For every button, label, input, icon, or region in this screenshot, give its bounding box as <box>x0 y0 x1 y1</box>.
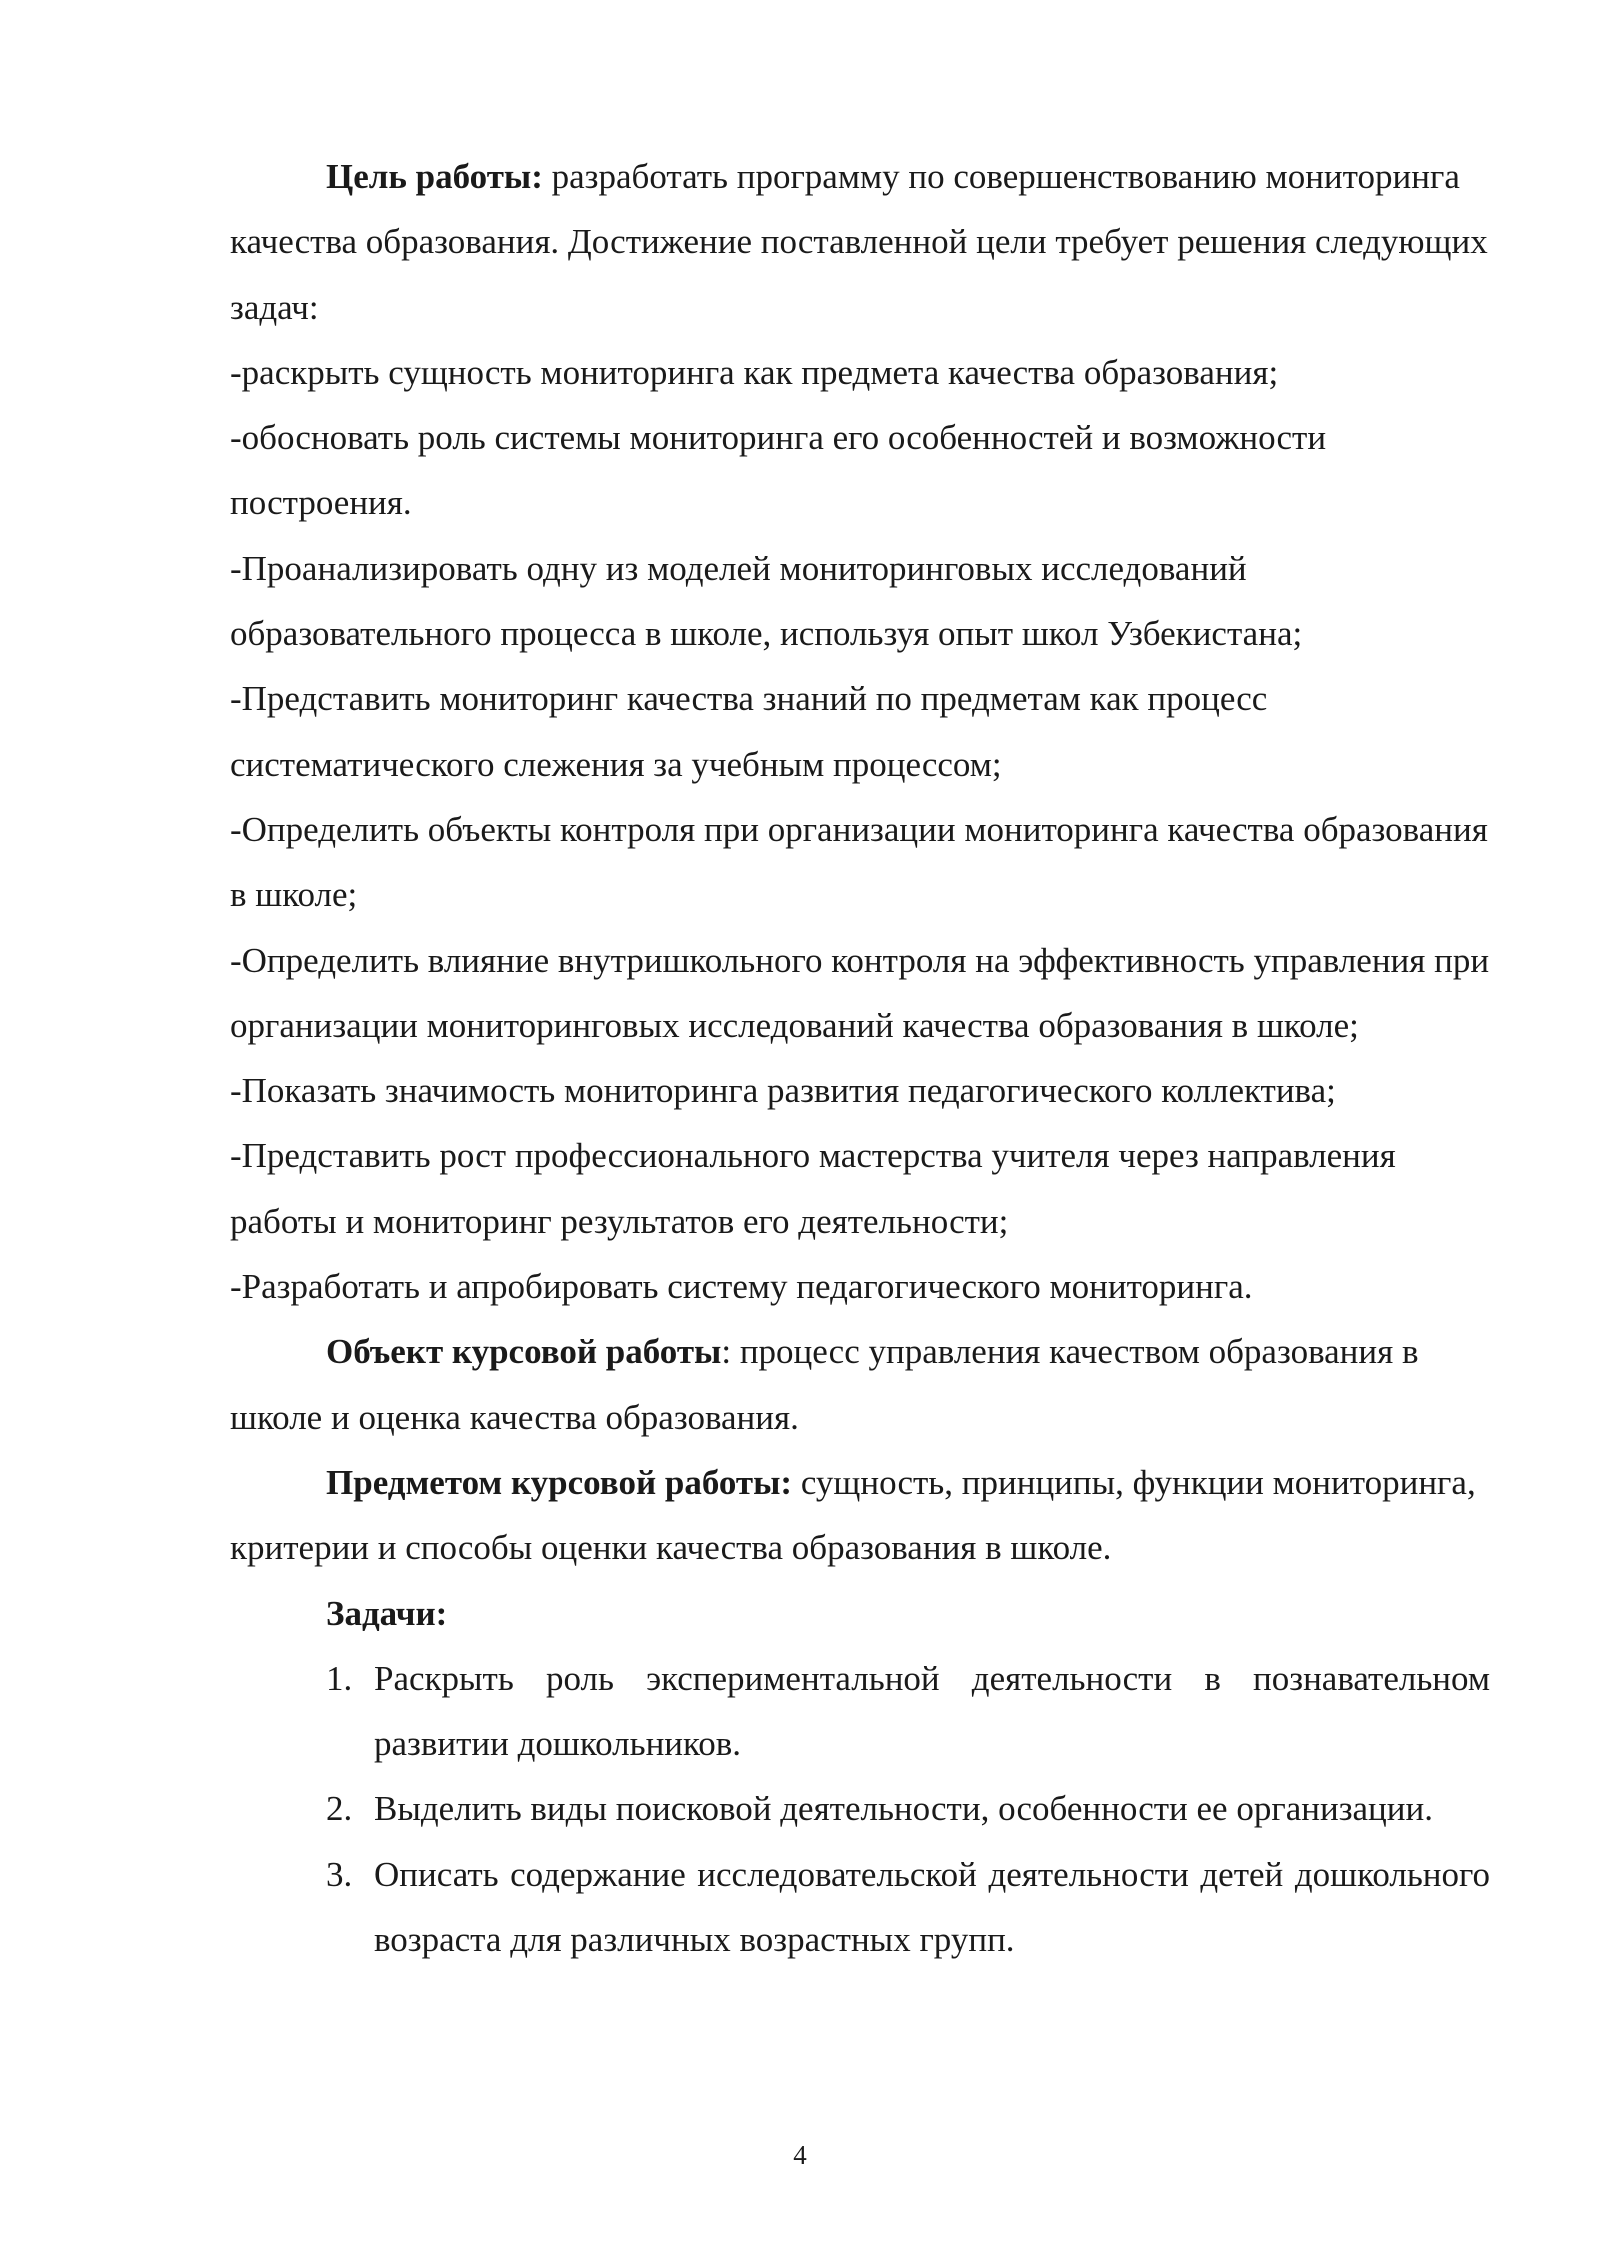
list-item <box>230 1776 1490 1841</box>
subject-label: Предметом курсовой работы: <box>326 1462 793 1502</box>
object-text: : процесс управления качеством образования в школе и оценка качества образования. <box>230 1332 1419 1437</box>
list-item-text: Описать содержание исследовательской деятельности детей дошкольного возраста для различных возрастных групп. <box>374 1854 1490 1960</box>
object-label: Объект курсовой работы <box>326 1332 722 1372</box>
object-paragraph <box>230 1319 1490 1450</box>
task-line: -обосновать роль системы мониторинга его особенностей и возможности построения. <box>230 418 1327 523</box>
task-line: -Проанализировать одну из моделей мониторинговых исследований образовательного процесса в школе, используя опыт школ Узбекистана; <box>230 548 1303 654</box>
page-number: 4 <box>793 2140 807 2170</box>
list-item-number: 3. <box>326 1854 353 1894</box>
subject-paragraph <box>230 1450 1490 1581</box>
goal-text: разработать программу по совершенствованию мониторинга качества образования. Достижение поставленной цели требует решения следующих задач: <box>230 157 1488 327</box>
task-line: -раскрыть сущность мониторинга как предмета качества образования; <box>230 352 1279 392</box>
task-line: -Показать значимость мониторинга развития педагогического коллектива; <box>230 1071 1336 1111</box>
tasks-heading: Задачи: <box>326 1593 448 1633</box>
task-line: -Определить объекты контроля при организации мониторинга качества образования в школе; <box>230 809 1488 915</box>
task-line: -Разработать и апробировать систему педагогического мониторинга. <box>230 1267 1253 1307</box>
goal-paragraph <box>230 144 1490 340</box>
goal-label: Цель работы: <box>326 157 543 196</box>
list-item-number: 2. <box>326 1789 353 1829</box>
list-item <box>230 1842 1490 1973</box>
list-item-text: Раскрыть роль экспериментальной деятельности в познавательном развитии дошкольников. <box>374 1658 1490 1764</box>
task-line: -Определить влияние внутришкольного контроля на эффективность управления при организации мониторинговых исследований качества образования в школе; <box>230 940 1490 1045</box>
subject-text: сущность, принципы, функции мониторинга, критерии и способы оценки качества образования в школе. <box>230 1462 1476 1568</box>
numbered-task-list <box>230 1646 1490 1972</box>
document-body <box>230 144 1490 1972</box>
task-line: -Представить мониторинг качества знаний по предметам как процесс систематического слежения за учебным процессом; <box>230 679 1268 784</box>
list-item-text: Выделить виды поисковой деятельности, особенности ее организации. <box>374 1789 1433 1829</box>
list-item-number: 1. <box>326 1658 353 1698</box>
task-line: -Представить рост профессионального мастерства учителя через направления работы и мониторинг результатов его деятельности; <box>230 1136 1396 1241</box>
list-item <box>230 1646 1490 1777</box>
